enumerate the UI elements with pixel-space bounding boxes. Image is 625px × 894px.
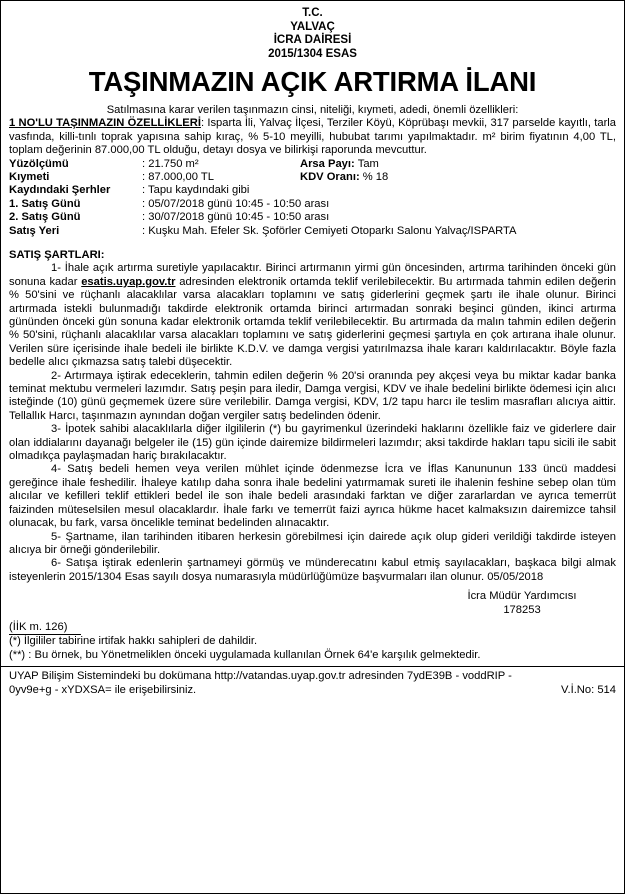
footer-access-line: UYAP Bilişim Sistemindeki bu dokümana http://vatandas.uyap.gov.tr adresinden 7ydE39B - voddRIP -	[9, 670, 512, 683]
signature-title: İcra Müdür Yardımcısı	[467, 590, 577, 603]
share-label: Arsa Payı:	[300, 157, 355, 170]
property-row	[9, 158, 616, 171]
header-district: YALVAÇ	[290, 20, 335, 33]
footnote: (**) : Bu örnek, bu Yönetmeliklen önceki uygulamada kullanılan Örnek 64'e karşılık gelmektedir.	[9, 648, 481, 661]
law-reference: (İİK m. 126)	[9, 620, 68, 633]
header-case-number: 2015/1304 ESAS	[268, 47, 357, 60]
property-row	[9, 225, 616, 238]
vat-label: KDV Oranı:	[300, 171, 360, 184]
footer-access-code: 0yv9e+g - xYDXSA= ile erişebilirsiniz.	[9, 683, 197, 696]
footer-row	[9, 684, 616, 697]
header-office: İCRA DAİRESİ	[273, 34, 352, 46]
page-title: TAŞINMAZIN AÇIK ARTIRMA İLANI	[88, 66, 537, 97]
intro-text: Satılmasına karar verilen taşınmazın cinsi, niteliği, kıymeti, adedi, önemli özellikleri:	[106, 104, 519, 116]
signature-block	[452, 590, 592, 617]
area-label: Yüzölçümü	[9, 157, 69, 170]
value-label: Kıymeti	[9, 171, 50, 184]
footnote: (*) İlgililer tabirine irtifak hakkı sahipleri de dahildir.	[9, 635, 258, 648]
condition-paragraph-2: 2- Artırmaya iştirak edeceklerin, tahmin edilen değerin % 20'si oranında pey akçesi veya bu miktar kadar banka teminat mektubu vermeleri lazımdır. Satış peşin para iledir, Damga vergisi, KDV ve ihale bedelini birlikte ödemesi için alıcı isteğinde (10) günü geçmemek üzere süre verilebilir. Damga vergisi, KDV, 1/2 tapu harcı ile teslim masrafları alıcıya aittir. Tellallık Harcı, taşınmazın aynından doğan vergiler satış bedelinden ödenir.	[9, 369, 616, 422]
esatis-link[interactable]: esatis.uyap.gov.tr	[81, 275, 176, 288]
vat-value: % 18	[362, 171, 389, 184]
court-header	[9, 7, 616, 61]
property-row	[9, 184, 616, 197]
signature-number: 178253	[503, 603, 541, 616]
first-sale-value: : 05/07/2018 günü 10:45 - 10:50 arası	[142, 197, 330, 210]
property-heading: 1 NO'LU TAŞINMAZIN ÖZELLİKLERİ	[9, 117, 201, 130]
property-details	[9, 158, 616, 238]
condition-paragraph-3: 3- İpotek sahibi alacaklılarla diğer ilgililerin (*) bu gayrimenkul üzerindeki haklarını özellikle faiz ve giderlere dair olan iddialarını dayanağı belgeler ile (15) gün içinde dairemize bildirmeleri lazımdır; aksi takdirde hakları tapu sicili ile sabit olmadıkça paylaşmadan hariç bırakılacaktır.	[9, 423, 616, 463]
condition-paragraph-4: 4- Satış bedeli hemen veya verilen mühlet içinde ödenmezse İcra ve İflas Kanununun 133 üncü maddesi gereğince ihale feshedilir. İhaleye katılıp daha sonra ihale bedelini yatırmamak sureti ile ihalenin feshine sebep olan tüm alıcılar ve kefilleri teklif ettikleri bedel ile son ihale bedeli arasındaki farktan ve diğer zararlardan ve ayrıca temerrüt faizinden müteselsilen mesul olacaklardır. İhale farkı ve temerrüt faizi ayrıca hükme hacet kalmaksızın dairemizce tahsil olunacak, bu fark, varsa öncelikle teminat bedelinden alınacaktır.	[9, 463, 616, 530]
uyap-footer	[1, 666, 624, 697]
header-tc: T.C.	[302, 7, 323, 19]
condition-1-text-b: adresinden elektronik ortamda teklif verilebilecektir. Bu artırmada tahmin edilen değerin % 50'sini ve rüçhanlı alacaklılar varsa alacakları toplamını ve satış giderlerini geçmek şartı ile ihale olunur. Birinci artırmada istekli bulunmadığı takdirde elektronik ortamda birinci artırmadan sonraki beşinci günden, ikinci artırma gününden önceki gün sonuna kadar elektronik ortamda teklif verilebilecektir. Bu artırmada da malın tahmin edilen değerin % 50'sini, rüçhanlı alacaklılar varsa alacakları toplamını ve satış giderlerini geçmesi şartıyla en çok artırana ihale olunur. Verilen süre içerisinde ihale bedeli ile birlikte K.D.V. ve damga vergisi yatırılmazsa ihale kararı kaldırılacaktır. Böyle fazla bedelle alıcı çıkmazsa satış talebi düşecektir.	[9, 275, 616, 369]
second-sale-value: : 30/07/2018 günü 10:45 - 10:50 arası	[142, 211, 330, 224]
property-row	[9, 211, 616, 224]
annotations-label: Kaydındaki Şerhler	[9, 184, 111, 197]
sale-place-value: : Kuşku Mah. Efeler Sk. Şoförler Cemiyeti Otoparkı Salonu Yalvaç/ISPARTA	[142, 224, 517, 237]
sale-place-label: Satış Yeri	[9, 224, 60, 237]
condition-1-text-a: 1- İhale açık artırma suretiyle yapılacaktır. Birinci artırmanın yirmi gün öncesinden, artırma tarihinden önceki gün sonuna kadar	[9, 262, 616, 288]
condition-paragraph-1	[9, 262, 616, 369]
second-sale-label: 2. Satış Günü	[9, 211, 81, 224]
conditions-heading: SATIŞ ŞARTLARI:	[9, 248, 105, 261]
ilan-number: V.İ.No: 514	[561, 683, 616, 696]
area-value: : 21.750 m²	[142, 157, 199, 170]
property-description	[9, 117, 616, 157]
share-value: Tam	[357, 157, 379, 170]
property-desc-text: : Isparta İli, Yalvaç İlçesi, Terziler Köyü, Köprübaşı mevkii, 317 parselde kayıtlı, tarla vasfında, killi-tınlı toprak yapısına sahip kıraç, % 5-10 meyilli, hububat tarımı yapılmaktadır. m² birim fiyatının 4,00 TL, toplam değerinin 87.000,00 TL olduğu, detayı dosya ve bilirkişi raporunda mevcuttur.	[9, 117, 616, 157]
first-sale-label: 1. Satış Günü	[9, 197, 81, 210]
annotations-value: : Tapu kaydındaki gibi	[142, 184, 250, 197]
condition-paragraph-5: 5- Şartname, ilan tarihinden itibaren herkesin görebilmesi için dairede açık olup gideri verildiği takdirde isteyen alıcıya bir örneği gönderilebilir.	[9, 530, 616, 556]
property-row	[9, 171, 616, 184]
value-amount: : 87.000,00 TL	[142, 171, 214, 184]
condition-paragraph-6: 6- Satışa iştirak edenlerin şartnameyi görmüş ve münderecatını kabul etmiş sayılacakları, başkaca bilgi almak isteyenlerin 2015/1304 Esas sayılı dosya numarasıyla müdürlüğümüze başvurmaları ilan olunur. 05/05/2018	[9, 557, 616, 583]
property-row	[9, 198, 616, 211]
